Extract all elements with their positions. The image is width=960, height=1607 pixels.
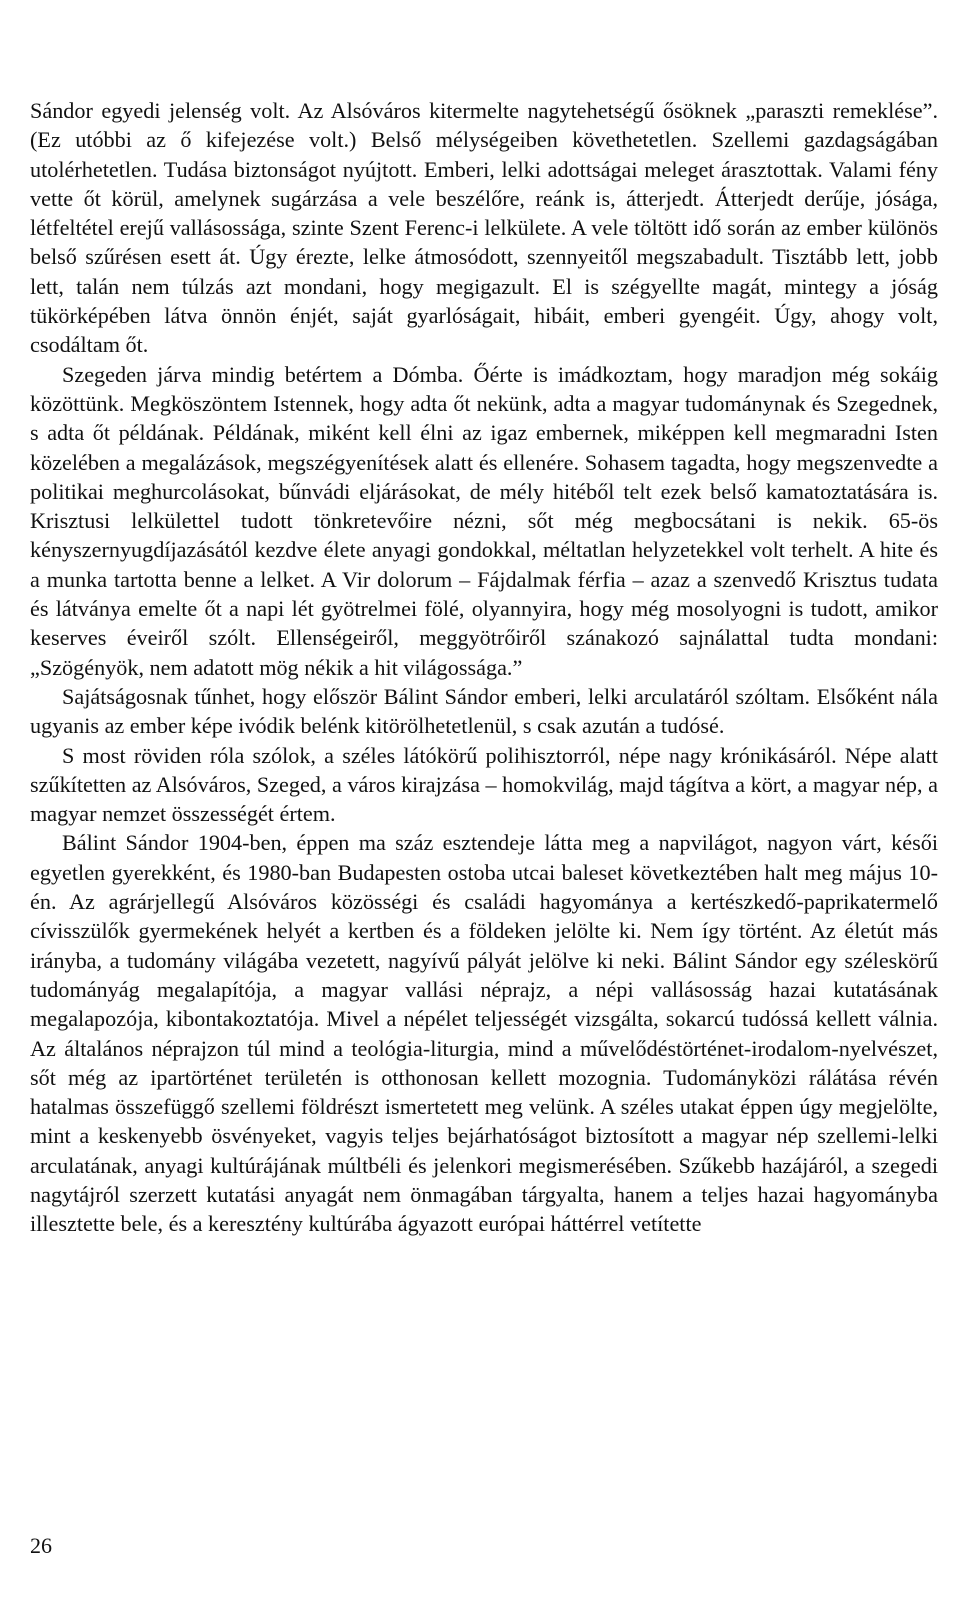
- page-number: 26: [30, 1533, 52, 1558]
- paragraph: S most röviden róla szólok, a széles látókörű polihisztorról, népe nagy krónikásáról. Népe alatt szűkítetten az Alsóváros, Szeged, a város kirajzása – homokvilág, majd tágítva a kört, a magyar nép, a magyar nemzet összességét értem.: [30, 742, 938, 827]
- paragraph: Bálint Sándor 1904-ben, éppen ma száz esztendeje látta meg a napvilágot, nagyon várt, késői egyetlen gyerekként, és 1980-ban Budapesten ostoba utcai baleset következtében halt meg május 10-én. Az agrárjellegű Alsóváros közösségi és családi hagyománya a kertészkedő-paprikatermelő cívisszülők gyermekének helyét a kertben és a földeken jelölte ki. Nem így történt. Az életút más irányba, a tudomány világába vezetett, nagyívű pályát jelölve ki neki. Bálint Sándor egy széleskörű tudományág megalapítója, a magyar vallási néprajz, a népi vallásosság hazai kutatásának megalapozója, kibontakoztatója. Mivel a népélet teljességét vizsgálta, sokarcú tudóssá kellett válnia. Az általános néprajzon túl mind a teológia-liturgia, mind a művelődéstörténet-irodalom-nyelvészet, sőt még az ipartörténet területén is otthonosan kellett mozognia. Tudományközi rálátása révén hatalmas összefüggő szellemi földrészt ismertetett meg velünk. A széles utakat éppen úgy megjelölte, mint a keskenyebb ösvényeket, vagyis teljes bejárhatóságot biztosított a magyar nép szellemi-lelki arculatának, anyagi kultúrájának múltbéli és jelenkori megismerésében. Szűkebb hazájáról, a szegedi nagytájról szerzett kutatási anyagát nem önmagában tárgyalta, hanem a teljes hazai hagyományba illesztette bele, és a keresztény kultúrába ágyazott európai háttérrel vetítette: [30, 830, 938, 1237]
- paragraph: Sajátságosnak tűnhet, hogy először Bálint Sándor emberi, lelki arculatáról szóltam. Elsőként nála ugyanis az ember képe ivódik belénk kitörölhetetlenül, s csak azután a tudósé.: [30, 683, 938, 739]
- body-text: [30, 96, 938, 1239]
- paragraph: Szegeden járva mindig betértem a Dómba. Őérte is imádkoztam, hogy maradjon még sokáig közöttünk. Megköszöntem Istennek, hogy adta őt nekünk, adta a magyar tudománynak és Szegednek, s adta őt példának. Példának, miként kell élni az igaz embernek, miképpen kell megmaradni Isten közelében a megalázások, megszégyenítések alatt és ellenére. Sohasem tagadta, hogy megszenvedte a politikai meghurcolásokat, bűnvádi eljárásokat, de mély hitéből telt ezek belső kamatoztatására is. Krisztusi lelkülettel tudott tönkretevőire nézni, sőt még megbocsátani is nekik. 65-ös kényszernyugdíjazásától kezdve élete anyagi gondokkal, méltatlan helyzetekkel volt terhelt. A hite és a munka tartotta benne a lelket. A Vir dolorum – Fájdalmak férfia – azaz a szenvedő Krisztus tudata és látványa emelte őt a napi lét gyötrelmei fölé, olyannyira, hogy még mosolyogni is tudott, amikor keserves éveiről szólt. Ellenségeiről, meggyötrőiről szánakozó sajnálattal tudta mondani: „Szögényök, nem adatott mög nékik a hit világossága.”: [30, 361, 938, 680]
- paragraph: Sándor egyedi jelenség volt. Az Alsóváros kitermelte nagytehetségű ősöknek „paraszti remeklése”. (Ez utóbbi az ő kifejezése volt.) Belső mélységeiben követhetetlen. Szellemi gazdagságában utolérhetetlen. Tudása biztonságot nyújtott. Emberi, lelki adottságai meleget árasztottak. Valami fény vette őt körül, amelynek sugárzása a vele beszélőre, reánk is, átterjedt. Átterjedt derűje, jósága, létfeltétel erejű vallásossága, szinte Szent Ferenc-i lelkülete. A vele töltött idő során az ember különös belső szűrésen esett át. Úgy érezte, lelke átmosódott, szennyeitől megszabadult. Tisztább lett, jobb lett, talán nem túlzás azt mondani, hogy megigazult. El is szégyellte magát, mintegy a jóság tükörképében látva önnön énjét, saját gyarlóságait, hibáit, emberi gyengéit. Úgy, ahogy volt, csodáltam őt.: [30, 98, 938, 358]
